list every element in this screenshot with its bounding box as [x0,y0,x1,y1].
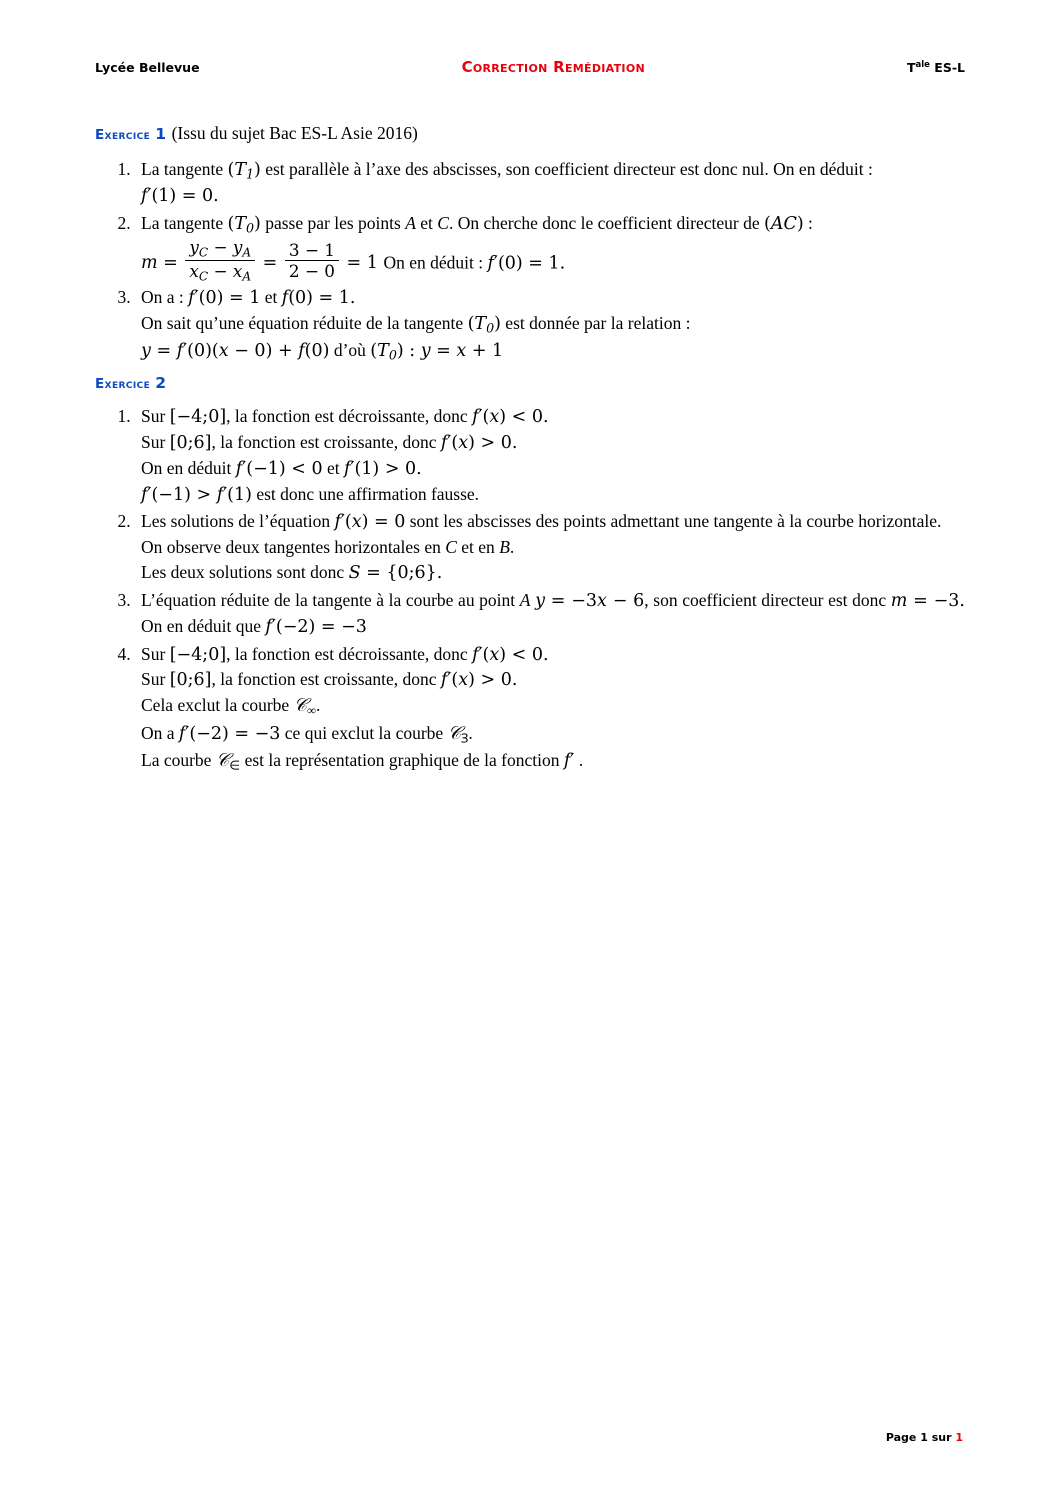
list-item [135,404,965,507]
answer-line: Sur [0;6], la fonction est croissante, donc f′(x) > 0. [141,431,518,453]
answer-line: 4. Sur [−4;0], la fonction est décroissante, donc f′(x) < 0. [141,643,549,665]
answer-line-fraction: m = $\frac{y_C - y_A}{x_C - x_A}$ = $\frac{3 - 1}{2 - 0}$ = 1 On en déduit : f′(0) = 1. [141,236,566,284]
fraction-numbers: $\frac{3 - 1}{2 - 0}$ [285,241,339,280]
answer-line: La courbe 𝒞$_\in$ est la représentation graphique de la fonction f′ . [141,750,584,773]
list-item [135,509,965,586]
class-rest: ES-L [929,60,965,75]
answer-line: f′(1) = 0. [141,186,219,207]
exercise-1-heading [95,123,965,144]
exercise-2-heading [95,374,965,393]
exercise-1-label: Exercice [95,127,151,143]
list-item [135,642,965,776]
exercise-1-list [95,157,965,364]
fraction-y-over-x: $\frac{y_C - y_A}{x_C - x_A}$ [185,238,255,284]
answer-line: 3. On a : f′(0) = 1 et f(0) = 1. [141,287,356,309]
answer-line: 3. L’équation réduite de la tangente à la courbe au point A y = −3x − 6, son coefficient directeur est donc m = −3. On en déduit que f′(−2) = −3 [141,589,965,637]
answer-line: On a f′(−2) = −3 ce qui exclut la courbe 𝒞$_Ɜ$. [141,722,473,746]
footer-page-number: 1 [955,1431,963,1444]
answer-line: Les deux solutions sont donc S = {0;6}. [141,562,443,584]
answer-line: 2. Les solutions de l’équation f′(x) = 0 sont les abscisses des points admettant une tangente à la courbe horizontale. [141,511,942,533]
exercise-2-body [95,404,965,777]
answer-line: 1. La tangente $(T_1)$ est parallèle à l’axe des abscisses, son coefficient directeur est donc nul. On en déduit : [141,159,873,182]
list-item [135,157,965,209]
exercise-1-body [95,157,965,366]
exercise-1-subtitle: (Issu du sujet Bac ES-L Asie 2016) [171,123,418,143]
answer-line: Sur [0;6], la fonction est croissante, donc f′(x) > 0. [141,669,518,691]
school-name: Lycée Bellevue [95,60,200,75]
class-label [907,60,965,75]
exercise-2-title [95,376,166,392]
page-footer [886,1431,963,1444]
class-letter: T [907,60,916,75]
answer-line: On en déduit f′(−1) < 0 et f′(1) > 0. [141,457,422,479]
answer-line: 2. La tangente $(T_0)$ passe par les points A et C. On cherche donc le coefficient directeur de (AC) : [141,213,813,236]
exercise-2-number: 2 [155,374,167,392]
answer-line: On observe deux tangentes horizontales en C et en B. [141,537,515,558]
list-item [135,588,965,640]
answer-line: 1. Sur [−4;0], la fonction est décroissante, donc f′(x) < 0. [141,406,549,427]
footer-text: Page 1 sur [885,1431,956,1444]
exercise-1-title [95,127,172,143]
answer-line: f′(−1) > f′(1) est donc une affirmation fausse. [141,483,480,505]
answer-line: y = f′(0)(x − 0) + f(0) d’où $(T_0)$ : y = x + 1 [141,339,504,363]
answer-line: On sait qu’une équation réduite de la tangente $(T_0)$ est donnée par la relation : [141,313,691,336]
document-title: Correction Remédiation [461,58,645,76]
class-superscript: ale [915,59,930,70]
exercise-2-label: Exercice [95,376,151,392]
page-header [95,58,965,76]
exercise-2-list [95,404,965,775]
exercise-1-number: 1 [155,125,167,143]
list-item [135,211,965,283]
answer-line: Cela exclut la courbe 𝒞$_\infty$. [141,695,321,718]
list-item [135,285,965,364]
